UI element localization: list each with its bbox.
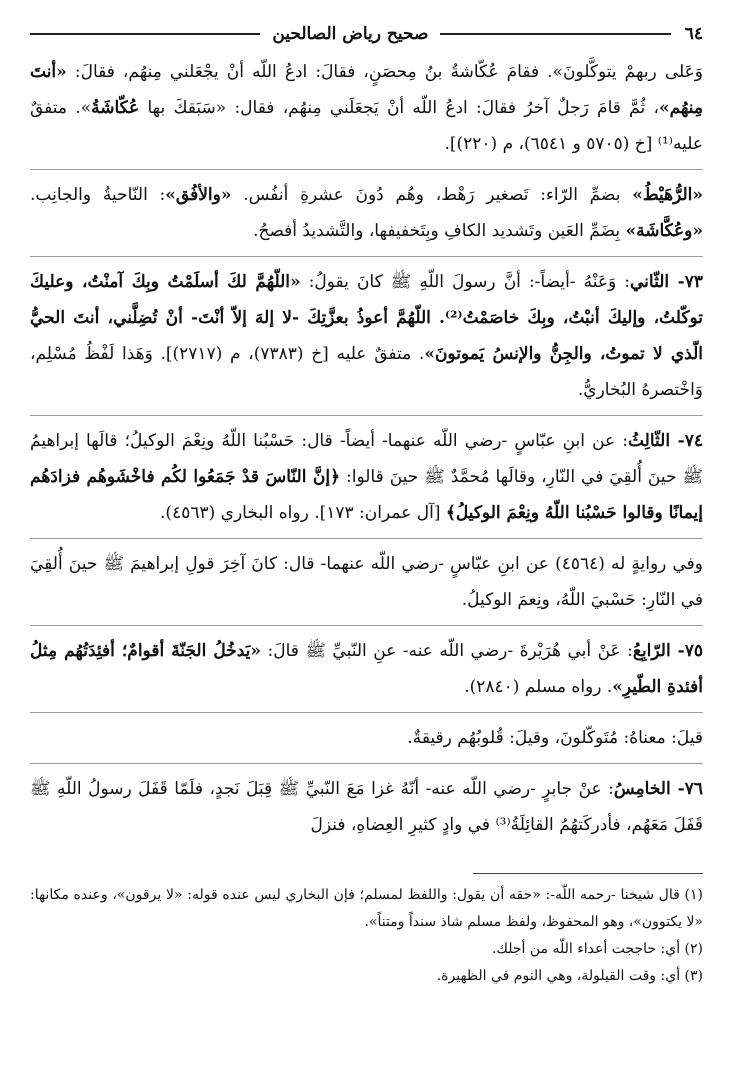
emphasized-text: «اللّهُمَّ لكَ أسلَمْتُ وبِكَ آمنْتُ، وعليكَ توكّلتُ، وإليكَ أنبْتُ، وبِكَ خاصَمْتُ⁽²⁾. اللّهُمَّ أعوذُ بعزَّتِكَ -لا إلهَ إلاّ أنْتَ- أنْ تُضِلَّني، أنتَ الحيُّ الّذي لا تموتُ، والجِنُّ والإنسُ يَموتونَ» bbox=[30, 272, 703, 364]
text-segment: وفي روايةٍ له (٤٥٦٤) عن ابنِ عبّاسٍ -رضي اللّه عنهما- قال: كانَ آخِرَ قولِ إبراهيمَ ﷺ حينَ أُلقِيَ في النّارِ: حَسْبيَ اللّهُ، ونِعمَ الوكيلُ. bbox=[30, 554, 703, 610]
text-segment: : عَنْ أبي هُرَيْرةَ -رضي اللّه عنه- عنِ النّبيِّ ﷺ قالَ: bbox=[261, 641, 633, 661]
paragraph bbox=[30, 264, 703, 408]
book-title: صحيح رياض الصالحين bbox=[272, 24, 429, 44]
emphasized-text: ٧٦- الخامِسُ bbox=[613, 779, 703, 799]
text-segment: : عن ابنِ عبّاسٍ -رضي اللّه عنهما- أيضاً- قال: حَسْبُنا اللّهُ ونِعْمَ الوكيلُ؛ قالَها إبراهيمُ ﷺ حينَ أُلقِيَ في النّارِ، وقالَها مُحمَّدٌ ﷺ حينَ قالوا: bbox=[30, 431, 703, 487]
paragraph bbox=[30, 177, 703, 249]
emphasized-text: «أنتَ مِنهُم» bbox=[30, 62, 703, 118]
text-segment: وَعَلى ربهمْ يتوكَّلونَ». فقامَ عُكّاشةُ بنُ مِحصَنٍ، فقالَ: ادعُ اللّه أنْ يجْعَلني مِنهُم، فقالَ: bbox=[66, 62, 703, 82]
emphasized-text: ﴿إنَّ النّاسَ قدْ جَمَعُوا لكُم فاخْشَوهُم فزادَهُم إيمانًا وقالوا حَسْبُنا اللّهُ ونِعْمَ الوكيلُ﴾ bbox=[30, 467, 703, 523]
emphasized-text: ٧٣- الثّاني bbox=[630, 272, 704, 292]
text-segment: بضمِّ الرّاء: تَصغير رَهْط، وهُم دُونَ عشرةِ أنفُس. bbox=[231, 185, 633, 205]
header-rule-left bbox=[30, 33, 260, 35]
footnote: (١) قال شيخنا -رحمه اللّه-: «حقه أن يقول: واللفظ لمسلم؛ فإن البخاري ليس عنده قوله: «لا يرقون»، وعنده مكانها: «لا يكتوون»، وهو المحفوظ، ولفظ مسلم شاذ سنداً ومتناً». bbox=[30, 887, 703, 930]
text-segment: . رواه مسلم (٢٨٤٠). bbox=[464, 677, 613, 697]
emphasized-text: «الرُّهَيْطُ» bbox=[632, 185, 703, 205]
page-header bbox=[30, 14, 703, 54]
footnote-separator bbox=[473, 873, 703, 874]
text-segment: بِضَمِّ العَين وتَشديد الكافِ وبِتَخفيفها، والتَّشديدُ أفصحُ. bbox=[253, 221, 626, 241]
emphasized-text: «والأفُق» bbox=[165, 185, 232, 205]
emphasized-text: ٧٤- الثّالِثُ bbox=[627, 431, 703, 451]
emphasized-text: «يَدخُلُ الجَنّةَ أقوامٌ؛ أفئِدَتُهُم مِثلُ أفئدةِ الطّيرِ» bbox=[30, 641, 703, 697]
text-segment: ، ثُمَّ قامَ رَجلٌ آخرُ فقالَ: ادعُ اللّه أنْ يَجعَلَني مِنهُم، فقال: «سَبَقكَ بها bbox=[139, 98, 659, 118]
emphasized-text: عُكّاشَةُ bbox=[91, 98, 140, 118]
paragraph-separator bbox=[30, 415, 703, 416]
paragraph bbox=[30, 423, 703, 531]
paragraph-separator bbox=[30, 712, 703, 713]
page-body bbox=[30, 54, 703, 843]
text-segment: . متفقٌ عليه [خ (٧٣٨٣)، م (٢٧١٧)]. وَهَذا لَفْظُ مُسْلِم، وَاخْتصرهُ البُخاريُّ. bbox=[30, 344, 703, 400]
paragraph-separator bbox=[30, 625, 703, 626]
footnote: (٢) أي: حاججت أعداء اللّه من أجلك. bbox=[491, 941, 703, 957]
paragraph-separator bbox=[30, 256, 703, 257]
paragraph-separator bbox=[30, 538, 703, 539]
text-segment: : عنْ جابرٍ -رضي اللّه عنه- أنّهُ غزا مَعَ النّبيِّ ﷺ قِبَلَ نَجدٍ، فلَمّا قَفَلَ رسولُ اللّهِ ﷺ قَفَلَ مَعَهُم، فأدركَتهُمُ القائِلَةُ⁽³⁾ في وادٍ كثيرِ العِضاهِ، فنزلَ bbox=[30, 779, 703, 835]
text-segment: ». متفقٌ عليه⁽¹⁾ [خ (٥٧٠٥ و ٦٥٤١)، م (٢٢٠)]. bbox=[30, 98, 703, 154]
paragraph bbox=[30, 771, 703, 843]
emphasized-text: ٧٥- الرّابِعُ bbox=[632, 641, 704, 661]
emphasized-text: «وعُكَّاشَة» bbox=[625, 221, 703, 241]
header-rule-right bbox=[440, 33, 670, 35]
text-segment: [آل عمران: ١٧٣]. رواه البخاري (٤٥٦٣). bbox=[160, 503, 446, 523]
paragraph-separator bbox=[30, 169, 703, 170]
paragraph bbox=[30, 633, 703, 705]
footnote: (٣) أي: وقت القيلولة، وهي النوم في الظهيرة. bbox=[436, 968, 703, 984]
footnotes bbox=[30, 882, 703, 990]
paragraph-separator bbox=[30, 763, 703, 764]
page-number: ٦٤ bbox=[684, 24, 703, 44]
text-segment: : النّاحيةُ والجانِب. bbox=[30, 185, 166, 205]
text-segment: : وَعَنْهُ -أيضاً-: أنَّ رسولَ اللّهِ ﷺ كانَ يقولُ: bbox=[300, 272, 630, 292]
paragraph bbox=[30, 720, 703, 756]
text-segment: قيلَ: معناهُ: مُتَوكّلونَ، وقيلَ: قُلوبُهُم رقيقةٌ. bbox=[407, 728, 703, 748]
paragraph bbox=[30, 546, 703, 618]
paragraph bbox=[30, 54, 703, 162]
